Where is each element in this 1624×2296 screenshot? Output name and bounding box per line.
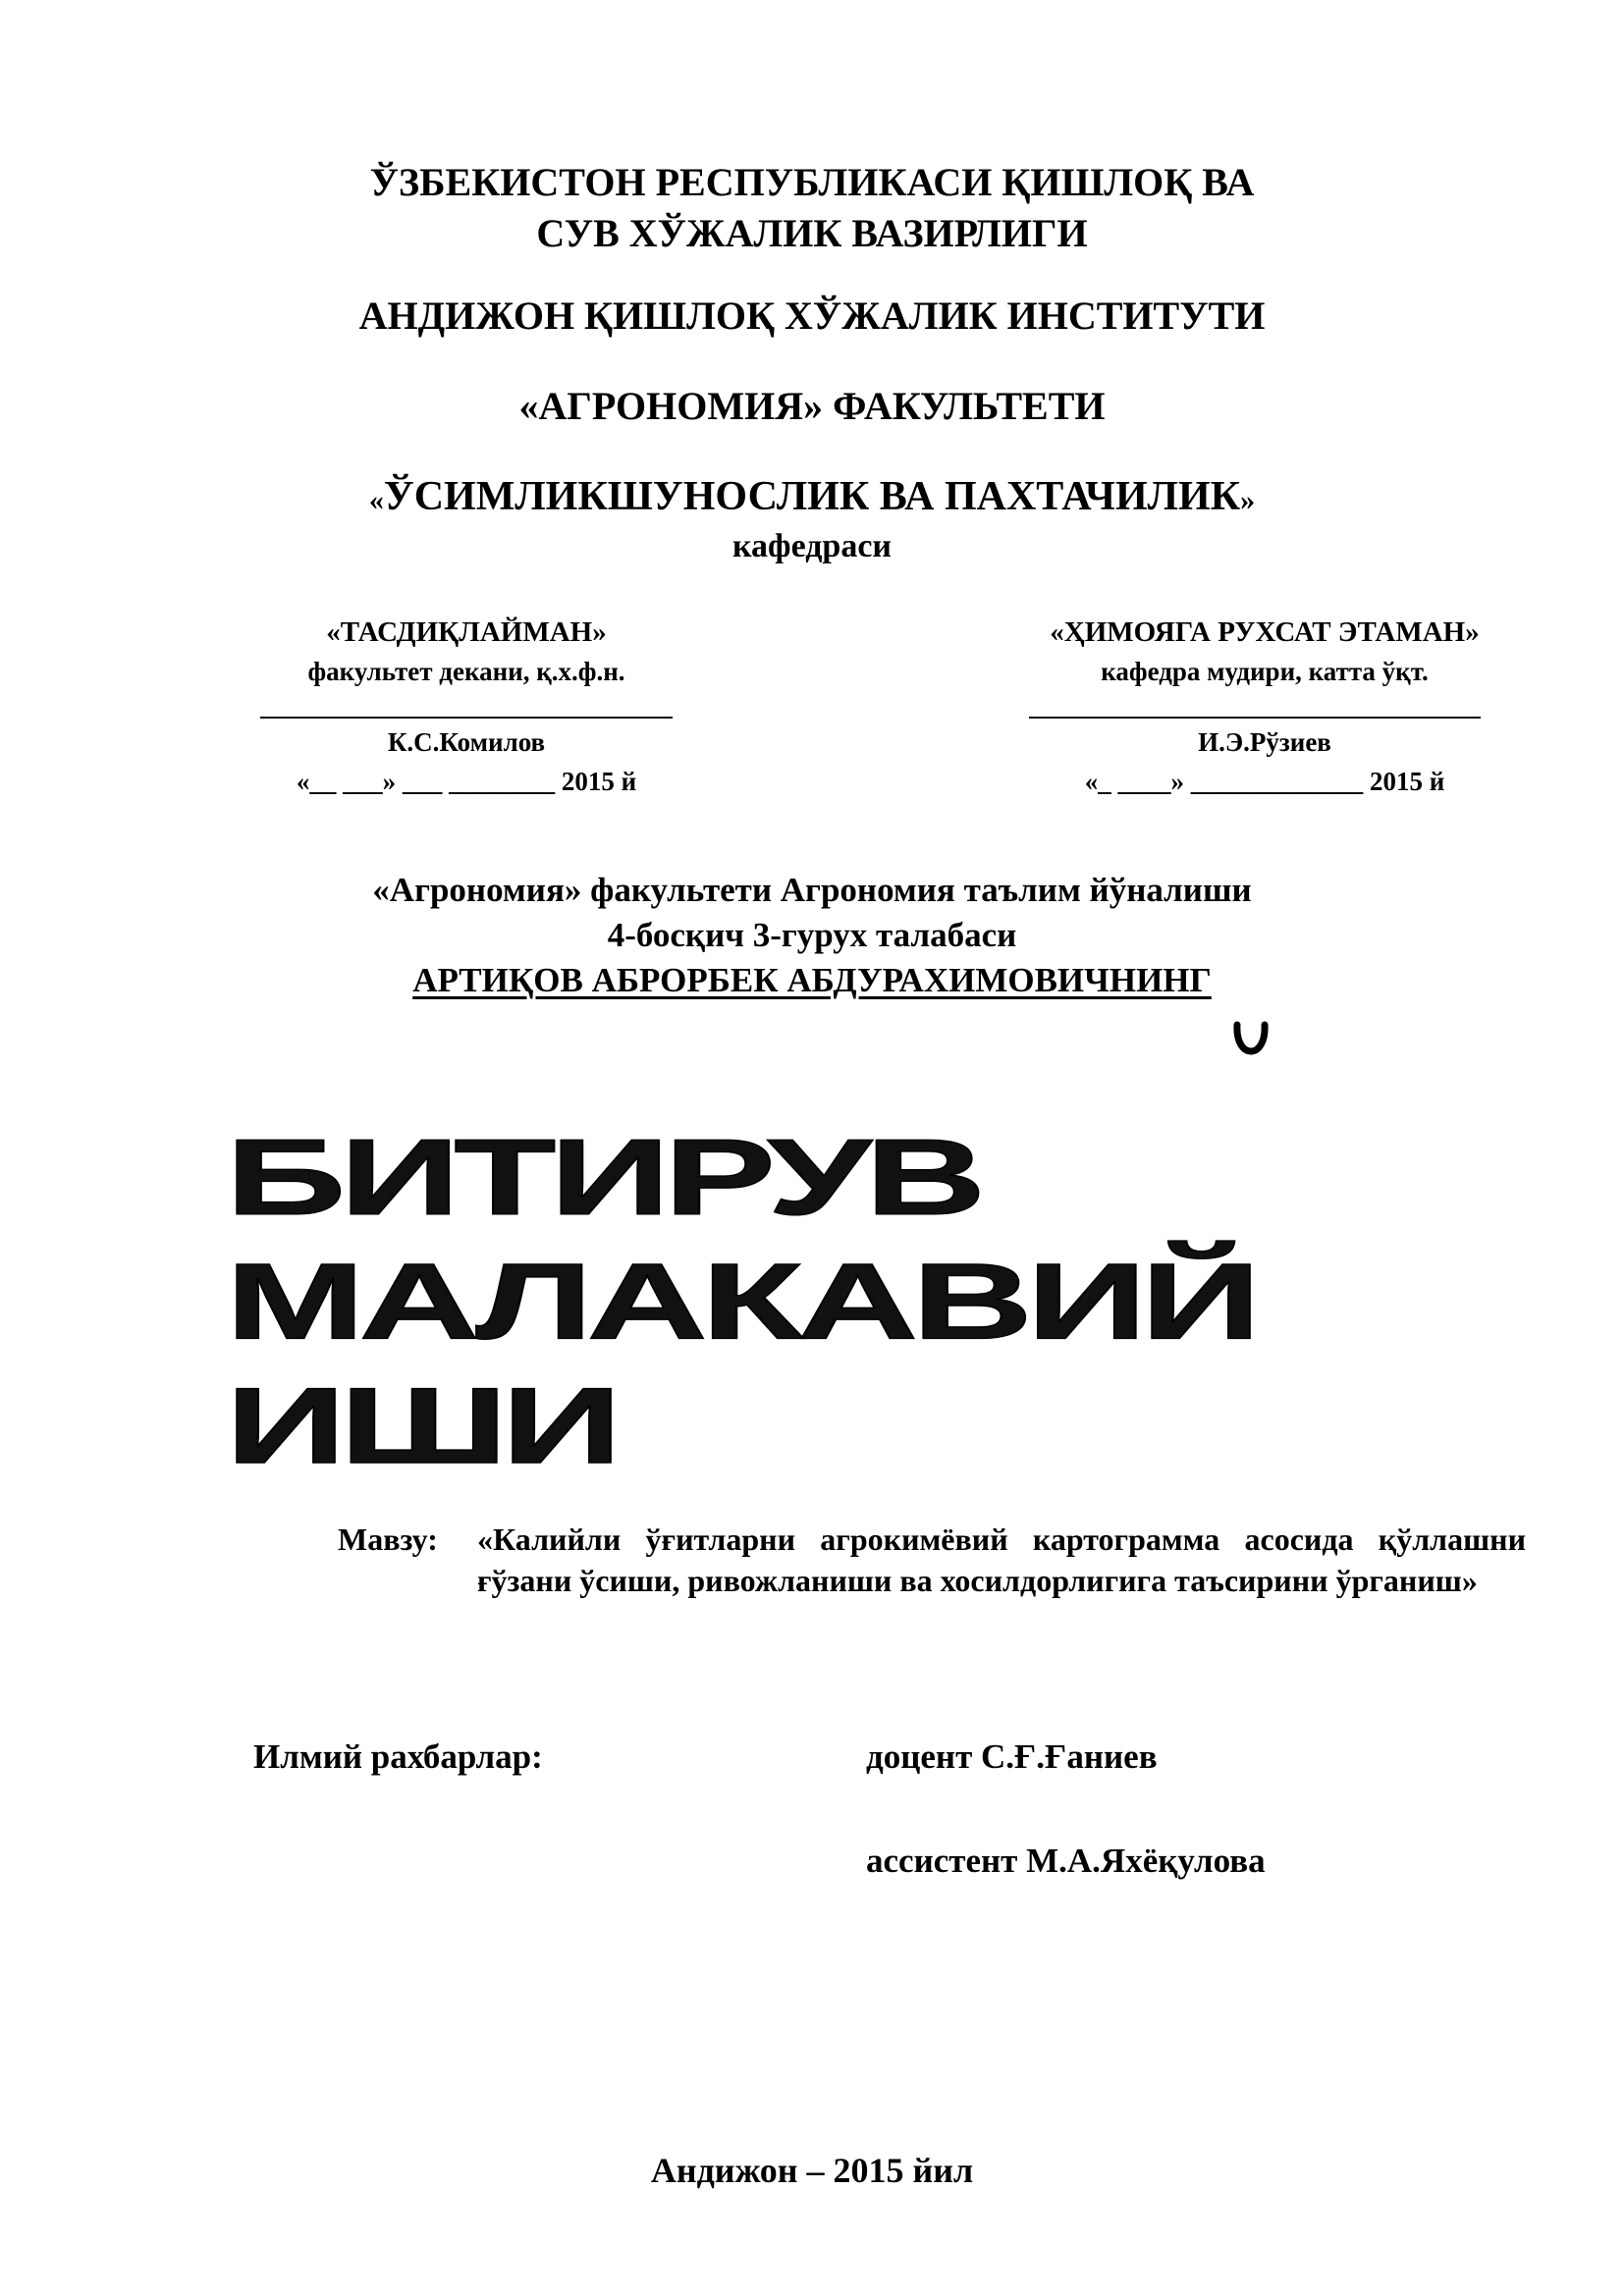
approval-date: «__ ___» ___ ________ 2015 й: [296, 767, 637, 796]
student-line-1: «Агрономия» факультети Агрономия таълим йўналиши: [372, 871, 1252, 909]
approval-signature-line: [260, 691, 673, 719]
breve-mark: [1231, 1021, 1271, 1080]
department-name: ЎСИМЛИКШУНОСЛИК ВА ПАХТАЧИЛИК: [383, 474, 1241, 519]
department-word: кафедраси: [731, 528, 893, 564]
supervisors-label: Илмий рахбарлар:: [253, 1737, 543, 1776]
student-name: АРТИҚОВ АБРОРБЕК АБДУРАХИМОВИЧНИНГ: [412, 961, 1212, 999]
student-info: [0, 868, 1624, 1003]
department-title: [0, 473, 1624, 520]
department-quote-close: »: [1240, 484, 1256, 516]
student-line-2: 4-босқич 3-гурух талабаси: [607, 916, 1017, 954]
topic-text: «Калийли ўғитларни агрокимёвий картограмма асосида қўллашни ғўзани ўсиши, ривожланиши ва хосилдорлигига таъсирини ўрганиш»: [477, 1522, 1526, 1598]
defense-date: «_ ____» _____________ 2015 й: [1084, 767, 1445, 796]
defense-title: «ҲИМОЯГА РУХСАТ ЭТАМАН»: [1050, 616, 1480, 648]
approval-title: «ТАСДИҚЛАЙМАН»: [326, 616, 607, 648]
main-title-wrap: [226, 1115, 1551, 1488]
supervisor-second: ассистент М.А.Яхёқулова: [866, 1842, 1266, 1880]
defense-name: И.Э.Рўзиев: [1198, 727, 1331, 757]
defense-block: [1009, 613, 1520, 801]
topic-label: Мавзу:: [338, 1522, 438, 1557]
approval-name: К.С.Комилов: [387, 727, 546, 757]
faculty-title: «АГРОНОМИЯ» ФАКУЛЬТЕТИ: [518, 384, 1106, 428]
main-title: БИТИРУВ МАЛАКАВИЙ ИШИ: [226, 1116, 1256, 1487]
supervisor-first: доцент С.Ғ.Ғаниев: [866, 1737, 1158, 1776]
ministry-title: ЎЗБЕКИСТОН РЕСПУБЛИКАСИ ҚИШЛОҚ ВА СУВ ХЎЖАЛИК ВАЗИРЛИГИ: [369, 160, 1255, 255]
department-quote-open: «: [368, 484, 384, 516]
footer-city-year: Андижон – 2015 йил: [650, 2151, 974, 2190]
institute-title: АНДИЖОН ҚИШЛОҚ ХЎЖАЛИК ИНСТИТУТИ: [358, 294, 1266, 338]
approval-position: факультет декани, қ.х.ф.н.: [307, 657, 625, 686]
approval-block: [255, 613, 677, 801]
defense-position: кафедра мудири, катта ўқт.: [1101, 657, 1429, 686]
defense-signature-line: [1029, 691, 1481, 719]
